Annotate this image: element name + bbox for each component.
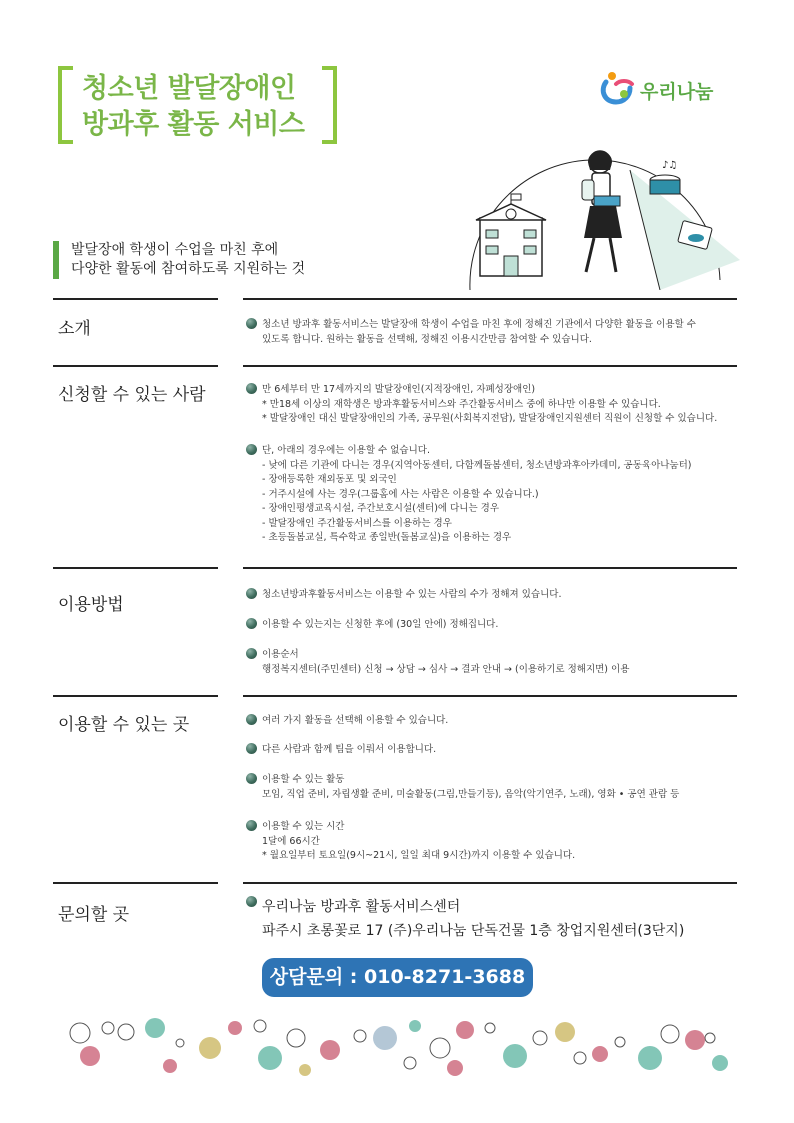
bullet-icon xyxy=(246,588,257,599)
section-divider-right xyxy=(243,695,737,697)
eligibility-paragraph xyxy=(262,383,717,427)
text-line: 모임, 직업 준비, 자립생활 준비, 미술활동(그림,만들기등), 음악(악기연주, 노래), 영화 • 공연 관람 등 xyxy=(262,788,680,800)
bullet-icon xyxy=(246,714,257,725)
svg-text:♪♫: ♪♫ xyxy=(662,160,678,171)
text-line: - 초등돌봄교실, 특수학교 종일반(돌봄교실)을 이용하는 경우 xyxy=(262,532,512,543)
title-bracket-left xyxy=(58,66,73,144)
consultation-phone-button[interactable]: 상담문의 : 010-8271-3688 xyxy=(262,958,533,997)
section-divider-left xyxy=(53,882,218,884)
section-title-contact: 문의할 곳 xyxy=(58,905,130,925)
section-divider-left xyxy=(53,695,218,697)
text-line: 만 6세부터 만 17세까지의 발달장애인(지적장애인, 자폐성장애인) xyxy=(262,384,536,395)
section-divider-left xyxy=(53,298,218,300)
decorative-bubbles xyxy=(60,1008,740,1083)
subtitle-line1: 발달장애 학생이 수업을 마친 후에 xyxy=(71,242,279,258)
bullet-icon xyxy=(246,743,257,754)
usage-paragraph-2: 이용할 수 있는지는 신청한 후에 (30일 안에) 정해집니다. xyxy=(262,619,499,630)
section-divider-right xyxy=(243,567,737,569)
text-line: 이용할 수 있는 시간 xyxy=(262,821,345,832)
text-line: - 장애인평생교육시설, 주간보호시설(센터)에 다니는 경우 xyxy=(262,503,500,514)
text-line: - 장애등록한 재외동포 및 외국인 xyxy=(262,474,397,485)
text-line: 이용할 수 있는 활동 xyxy=(262,774,345,785)
title-bracket-right xyxy=(322,66,337,144)
places-paragraph-4 xyxy=(262,820,575,864)
section-title-intro: 소개 xyxy=(58,319,91,339)
bullet-icon xyxy=(246,820,257,831)
logo-text: 우리나눔 xyxy=(640,81,714,103)
text-line: 이용순서 xyxy=(262,649,299,660)
section-divider-right xyxy=(243,298,737,300)
hero-illustration xyxy=(440,140,750,290)
section-title-how-to-use: 이용방법 xyxy=(58,595,124,615)
text-line: - 낮에 다른 기관에 다니는 경우(지역아동센터, 다함께돌봄센터, 청소년방과후아카데미, 공동육아나눔터) xyxy=(262,459,692,471)
subtitle-text xyxy=(71,241,305,279)
text-line: 행정복지센터(주민센터) 신청 → 상담 → 심사 → 결과 안내 → (이용하기로 정해지면) 이용 xyxy=(262,663,630,675)
page-title-line1: 청소년 발달장애인 xyxy=(82,73,296,104)
bullet-icon xyxy=(246,383,257,394)
section-divider-left xyxy=(53,365,218,367)
bullet-icon xyxy=(246,444,257,455)
section-divider-right xyxy=(243,882,737,884)
bullet-icon xyxy=(246,318,257,329)
center-name: 우리나눔 방과후 활동서비스센터 xyxy=(262,899,461,915)
text-line: * 만18세 이상의 재학생은 방과후활동서비스와 주간활동서비스 중에 하나만 이용할 수 있습니다. xyxy=(262,398,661,410)
intro-paragraph xyxy=(262,318,696,347)
text-line: 단, 아래의 경우에는 이용할 수 없습니다. xyxy=(262,445,430,456)
section-divider-right xyxy=(243,365,737,367)
places-paragraph-3 xyxy=(262,773,679,802)
subtitle-line2: 다양한 활동에 참여하도록 지원하는 것 xyxy=(71,261,306,277)
bullet-icon xyxy=(246,648,257,659)
places-paragraph-1: 여러 가지 활동을 선택해 이용할 수 있습니다. xyxy=(262,715,449,726)
logo xyxy=(598,68,738,108)
contact-paragraph xyxy=(262,895,684,943)
text-line: 1달에 66시간 xyxy=(262,835,320,847)
usage-paragraph-3 xyxy=(262,648,629,677)
bullet-icon xyxy=(246,896,257,907)
text-line: - 거주시설에 사는 경우(그룹홈에 사는 사람은 이용할 수 있습니다.) xyxy=(262,488,539,500)
subtitle-accent-bar xyxy=(53,241,59,279)
center-address: 파주시 초롱꽃로 17 (주)우리나눔 단독건물 1층 창업지원센터(3단지) xyxy=(262,923,685,939)
section-title-eligibility: 신청할 수 있는 사람 xyxy=(58,385,206,405)
places-paragraph-2: 다른 사람과 함께 팀을 이뤄서 이용합니다. xyxy=(262,744,437,755)
bullet-icon xyxy=(246,618,257,629)
usage-paragraph-1: 청소년방과후활동서비스는 이용할 수 있는 사람의 수가 정해져 있습니다. xyxy=(262,589,562,600)
text-line: 있도록 합니다. 원하는 활동을 선택해, 정해진 이용시간만큼 참여할 수 있습니다. xyxy=(262,333,592,345)
section-divider-left xyxy=(53,567,218,569)
text-line: - 발달장애인 주간활동서비스를 이용하는 경우 xyxy=(262,517,452,529)
text-line: * 월요일부터 토요일(9시~21시, 일일 최대 9시간)까지 이용할 수 있습니다. xyxy=(262,850,576,861)
text-line: * 발달장애인 대신 발달장애인의 가족, 공무원(사회복지전담), 발달장애인지원센터 직원이 신청할 수 있습니다. xyxy=(262,413,718,424)
bullet-icon xyxy=(246,773,257,784)
section-title-places: 이용할 수 있는 곳 xyxy=(58,715,190,735)
page-title-line2: 방과후 활동 서비스 xyxy=(82,109,305,140)
woori-nanum-logo-icon xyxy=(598,68,638,108)
text-line: 청소년 방과후 활동서비스는 발달장애 학생이 수업을 마친 후에 정해진 기관에서 다양한 활동을 이용할 수 xyxy=(262,319,696,330)
exclusion-paragraph xyxy=(262,444,692,546)
